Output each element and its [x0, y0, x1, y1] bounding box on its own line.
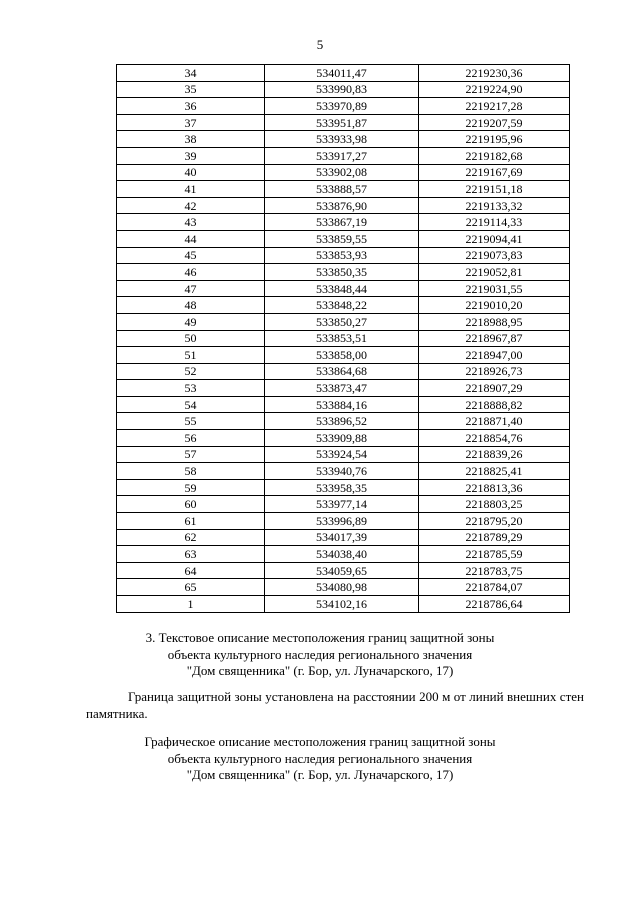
section-3-heading-line-2: объекта культурного наследия регионального значения [167, 646, 473, 662]
table-row [117, 247, 570, 264]
coordinates-table [116, 64, 570, 613]
y-coordinate-cell: 2218795,20 [419, 513, 570, 530]
boundary-paragraph [86, 688, 584, 722]
point-number-cell: 42 [117, 197, 265, 214]
point-number-cell: 48 [117, 297, 265, 314]
table-row [117, 197, 570, 214]
y-coordinate-cell: 2219114,33 [419, 214, 570, 231]
table-row [117, 430, 570, 447]
point-number-cell: 62 [117, 529, 265, 546]
y-coordinate-cell: 2218871,40 [419, 413, 570, 430]
y-coordinate-cell: 2219182,68 [419, 147, 570, 164]
y-coordinate-cell: 2219094,41 [419, 230, 570, 247]
section-3-heading-line-1: 3. Текстовое описание местоположения границ защитной зоны [145, 630, 495, 645]
point-number-cell: 41 [117, 181, 265, 198]
x-coordinate-cell: 533990,83 [265, 81, 419, 98]
y-coordinate-cell: 2218785,59 [419, 546, 570, 563]
table-row [117, 230, 570, 247]
point-number-cell: 55 [117, 413, 265, 430]
point-number-cell: 53 [117, 380, 265, 397]
point-number-cell: 49 [117, 313, 265, 330]
table-row [117, 396, 570, 413]
x-coordinate-cell: 533888,57 [265, 181, 419, 198]
y-coordinate-cell: 2219195,96 [419, 131, 570, 148]
x-coordinate-cell: 533848,44 [265, 280, 419, 297]
table-row [117, 513, 570, 530]
table-row [117, 479, 570, 496]
x-coordinate-cell: 534080,98 [265, 579, 419, 596]
point-number-cell: 65 [117, 579, 265, 596]
table-row [117, 463, 570, 480]
table-row [117, 380, 570, 397]
y-coordinate-cell: 2218947,00 [419, 347, 570, 364]
x-coordinate-cell: 534011,47 [265, 65, 419, 82]
table-row [117, 297, 570, 314]
point-number-cell: 37 [117, 114, 265, 131]
x-coordinate-cell: 533876,90 [265, 197, 419, 214]
point-number-cell: 39 [117, 147, 265, 164]
graphic-heading-line-1: Графическое описание местоположения границ защитной зоны [144, 734, 496, 749]
y-coordinate-cell: 2218813,36 [419, 479, 570, 496]
point-number-cell: 56 [117, 430, 265, 447]
y-coordinate-cell: 2218907,29 [419, 380, 570, 397]
table-row [117, 330, 570, 347]
y-coordinate-cell: 2218967,87 [419, 330, 570, 347]
y-coordinate-cell: 2219230,36 [419, 65, 570, 82]
x-coordinate-cell: 533951,87 [265, 114, 419, 131]
point-number-cell: 46 [117, 264, 265, 281]
table-row [117, 562, 570, 579]
y-coordinate-cell: 2218786,64 [419, 596, 570, 613]
x-coordinate-cell: 533873,47 [265, 380, 419, 397]
y-coordinate-cell: 2219167,69 [419, 164, 570, 181]
y-coordinate-cell: 2219207,59 [419, 114, 570, 131]
y-coordinate-cell: 2219052,81 [419, 264, 570, 281]
table-row [117, 363, 570, 380]
coordinates-table-body [117, 65, 570, 613]
x-coordinate-cell: 533850,35 [265, 264, 419, 281]
x-coordinate-cell: 533884,16 [265, 396, 419, 413]
y-coordinate-cell: 2218988,95 [419, 313, 570, 330]
y-coordinate-cell: 2218783,75 [419, 562, 570, 579]
x-coordinate-cell: 534059,65 [265, 562, 419, 579]
table-row [117, 164, 570, 181]
x-coordinate-cell: 533933,98 [265, 131, 419, 148]
table-row [117, 413, 570, 430]
page-number: 5 [316, 37, 324, 52]
x-coordinate-cell: 534017,39 [265, 529, 419, 546]
point-number-cell: 50 [117, 330, 265, 347]
x-coordinate-cell: 533850,27 [265, 313, 419, 330]
y-coordinate-cell: 2218789,29 [419, 529, 570, 546]
y-coordinate-cell: 2219133,32 [419, 197, 570, 214]
graphic-description-heading [0, 734, 640, 784]
point-number-cell: 64 [117, 562, 265, 579]
y-coordinate-cell: 2218926,73 [419, 363, 570, 380]
x-coordinate-cell: 533864,68 [265, 363, 419, 380]
point-number-cell: 60 [117, 496, 265, 513]
table-row [117, 114, 570, 131]
section-3-heading-line-3: "Дом священника" (г. Бор, ул. Луначарского, 17) [186, 663, 454, 678]
point-number-cell: 38 [117, 131, 265, 148]
graphic-heading-line-2: объекта культурного наследия регионального значения [167, 750, 473, 766]
x-coordinate-cell: 533859,55 [265, 230, 419, 247]
x-coordinate-cell: 533909,88 [265, 430, 419, 447]
point-number-cell: 61 [117, 513, 265, 530]
table-row [117, 214, 570, 231]
y-coordinate-cell: 2219010,20 [419, 297, 570, 314]
y-coordinate-cell: 2218825,41 [419, 463, 570, 480]
y-coordinate-cell: 2218839,26 [419, 446, 570, 463]
x-coordinate-cell: 533848,22 [265, 297, 419, 314]
table-row [117, 446, 570, 463]
x-coordinate-cell: 533896,52 [265, 413, 419, 430]
point-number-cell: 57 [117, 446, 265, 463]
x-coordinate-cell: 534102,16 [265, 596, 419, 613]
y-coordinate-cell: 2219217,28 [419, 98, 570, 115]
x-coordinate-cell: 533853,93 [265, 247, 419, 264]
table-row [117, 280, 570, 297]
y-coordinate-cell: 2218854,76 [419, 430, 570, 447]
table-row [117, 181, 570, 198]
point-number-cell: 44 [117, 230, 265, 247]
x-coordinate-cell: 533958,35 [265, 479, 419, 496]
x-coordinate-cell: 533970,89 [265, 98, 419, 115]
x-coordinate-cell: 533917,27 [265, 147, 419, 164]
point-number-cell: 52 [117, 363, 265, 380]
table-row [117, 131, 570, 148]
x-coordinate-cell: 533940,76 [265, 463, 419, 480]
x-coordinate-cell: 533858,00 [265, 347, 419, 364]
table-row [117, 264, 570, 281]
table-row [117, 313, 570, 330]
point-number-cell: 47 [117, 280, 265, 297]
graphic-heading-line-3: "Дом священника" (г. Бор, ул. Луначарского, 17) [186, 767, 454, 782]
section-3-heading [0, 630, 640, 680]
table-row [117, 546, 570, 563]
table-row [117, 98, 570, 115]
y-coordinate-cell: 2219224,90 [419, 81, 570, 98]
x-coordinate-cell: 533902,08 [265, 164, 419, 181]
point-number-cell: 36 [117, 98, 265, 115]
table-row [117, 496, 570, 513]
table-row [117, 529, 570, 546]
x-coordinate-cell: 533996,89 [265, 513, 419, 530]
point-number-cell: 40 [117, 164, 265, 181]
x-coordinate-cell: 533867,19 [265, 214, 419, 231]
point-number-cell: 35 [117, 81, 265, 98]
table-row [117, 65, 570, 82]
boundary-paragraph-text: Граница защитной зоны установлена на расстоянии 200 м от линий внешних стен памятника. [86, 689, 584, 721]
y-coordinate-cell: 2218784,07 [419, 579, 570, 596]
point-number-cell: 45 [117, 247, 265, 264]
point-number-cell: 1 [117, 596, 265, 613]
point-number-cell: 63 [117, 546, 265, 563]
y-coordinate-cell: 2218803,25 [419, 496, 570, 513]
table-row [117, 347, 570, 364]
y-coordinate-cell: 2218888,82 [419, 396, 570, 413]
y-coordinate-cell: 2219073,83 [419, 247, 570, 264]
point-number-cell: 34 [117, 65, 265, 82]
y-coordinate-cell: 2219151,18 [419, 181, 570, 198]
y-coordinate-cell: 2219031,55 [419, 280, 570, 297]
table-row [117, 147, 570, 164]
point-number-cell: 58 [117, 463, 265, 480]
x-coordinate-cell: 533977,14 [265, 496, 419, 513]
x-coordinate-cell: 534038,40 [265, 546, 419, 563]
table-row [117, 81, 570, 98]
point-number-cell: 51 [117, 347, 265, 364]
table-row [117, 579, 570, 596]
x-coordinate-cell: 533853,51 [265, 330, 419, 347]
table-row [117, 596, 570, 613]
point-number-cell: 54 [117, 396, 265, 413]
point-number-cell: 59 [117, 479, 265, 496]
x-coordinate-cell: 533924,54 [265, 446, 419, 463]
point-number-cell: 43 [117, 214, 265, 231]
